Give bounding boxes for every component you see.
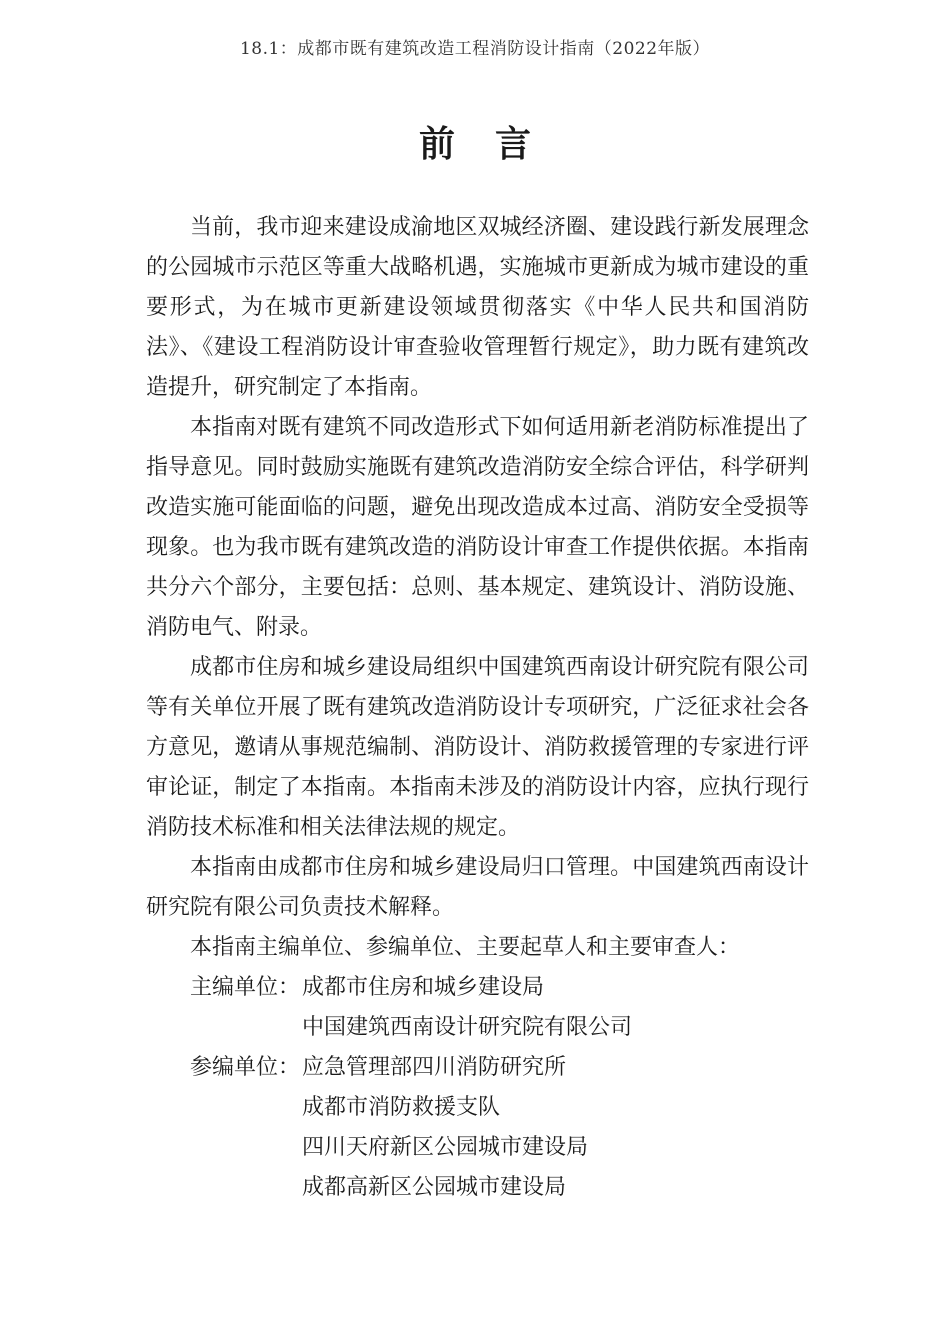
paragraph-units-intro: 本指南主编单位、参编单位、主要起草人和主要审查人：: [190, 935, 741, 960]
chief-editor-row: [190, 1008, 809, 1048]
chief-editor-row: [190, 968, 809, 1008]
paragraph-background: 当前，我市迎来建设成渝地区双城经济圈、建设践行新发展理念的公园城市示范区等重大战略机遇，实施城市更新成为城市建设的重要形式，为在城市更新建设领域贯彻落实《中华人民共和国消防法》、《建设工程消防设计审查验收管理暂行规定》，助力既有建筑改造提升，研究制定了本指南。: [146, 215, 809, 400]
co-editor-row: [190, 1088, 809, 1128]
paragraph-development: 成都市住房和城乡建设局组织中国建筑西南设计研究院有限公司等有关单位开展了既有建筑改造消防设计专项研究，广泛征求社会各方意见，邀请从事规范编制、消防设计、消防救援管理的专家进行评审论证，制定了本指南。本指南未涉及的消防设计内容，应执行现行消防技术标准和相关法律法规的规定。: [146, 655, 809, 840]
co-editor-row: [190, 1168, 809, 1208]
co-editor-unit: 成都市消防救援支队: [302, 1095, 501, 1120]
co-editor-unit: 应急管理部四川消防研究所: [302, 1055, 567, 1080]
co-editor-row: [190, 1128, 809, 1168]
co-editor-unit: 四川天府新区公园城市建设局: [302, 1135, 589, 1160]
chief-editor-unit: 成都市住房和城乡建设局: [302, 975, 545, 1000]
label-spacer: [190, 1008, 302, 1048]
paragraph-scope: 本指南对既有建筑不同改造形式下如何适用新老消防标准提出了指导意见。同时鼓励实施既有建筑改造消防安全综合评估，科学研判改造实施可能面临的问题，避免出现改造成本过高、消防安全受损等现象。也为我市既有建筑改造的消防设计审查工作提供依据。本指南共分六个部分，主要包括：总则、基本规定、建筑设计、消防设施、消防电气、附录。: [146, 415, 809, 640]
foreword-body: [146, 208, 809, 1208]
label-spacer: [190, 1088, 302, 1128]
label-spacer: [190, 1168, 302, 1208]
running-header: 18.1：成都市既有建筑改造工程消防设计指南（2022年版）: [239, 39, 711, 59]
co-editor-list: [146, 1048, 809, 1208]
label-spacer: [190, 1128, 302, 1168]
chief-editor-label: 主编单位：: [190, 975, 301, 1000]
co-editor-unit: 成都高新区公园城市建设局: [302, 1175, 567, 1200]
co-editor-label: 参编单位：: [190, 1055, 301, 1080]
chief-editor-unit: 中国建筑西南设计研究院有限公司: [302, 1015, 633, 1040]
chief-editor-list: [146, 968, 809, 1048]
paragraph-management: 本指南由成都市住房和城乡建设局归口管理。中国建筑西南设计研究院有限公司负责技术解释。: [146, 855, 809, 920]
co-editor-row: [190, 1048, 809, 1088]
page-title: 前言: [418, 124, 571, 165]
